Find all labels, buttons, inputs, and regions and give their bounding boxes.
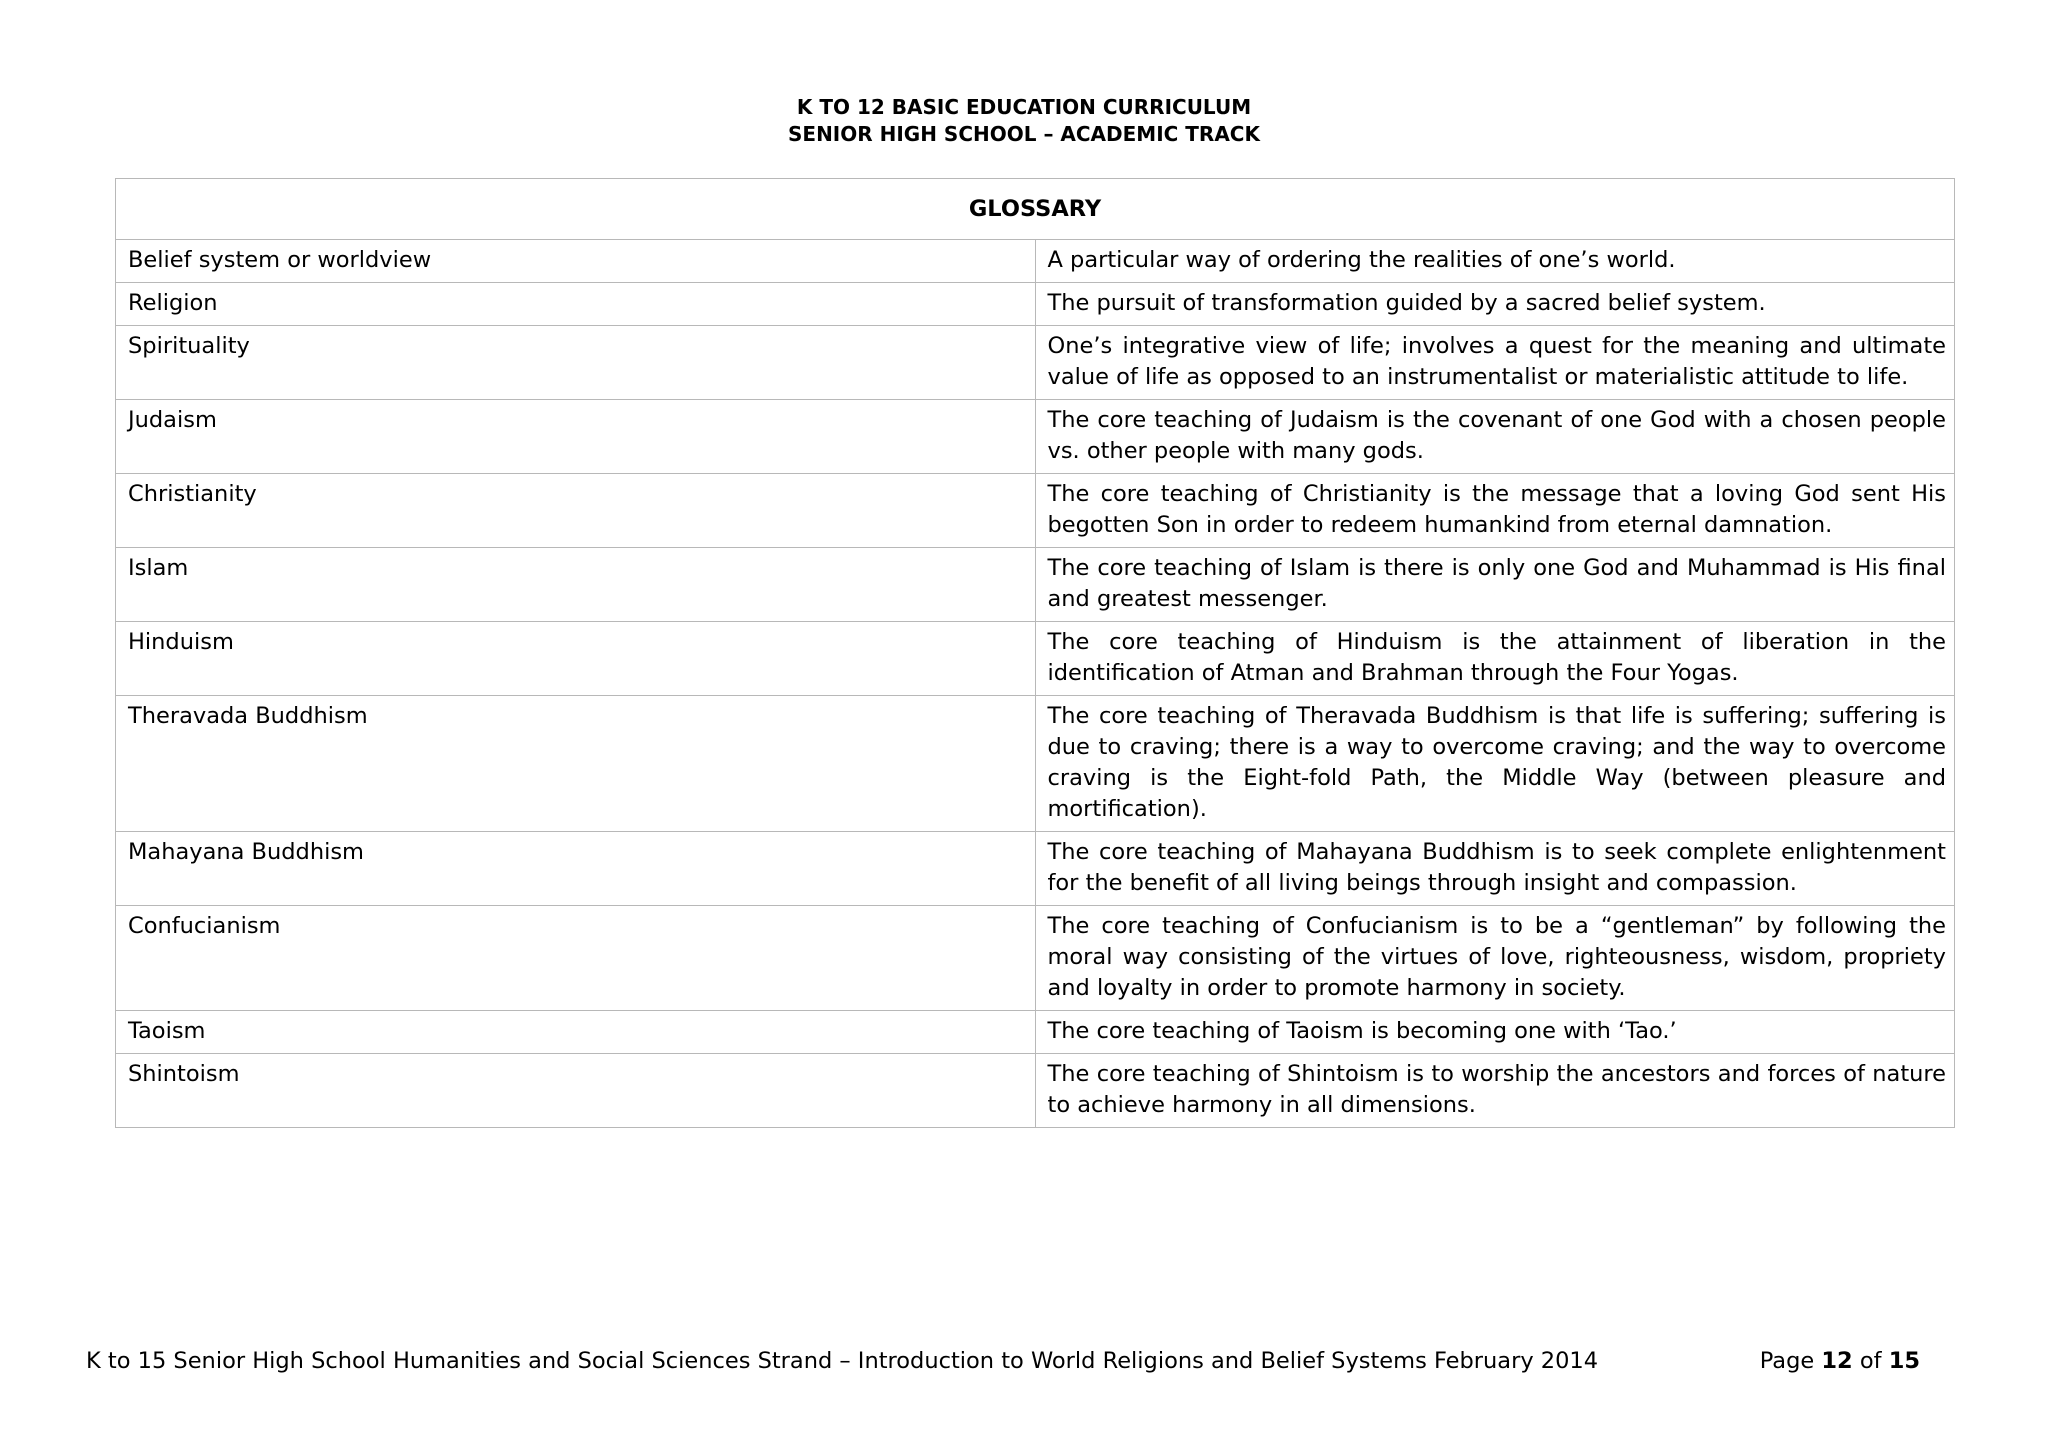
track-subtitle: SENIOR HIGH SCHOOL – ACADEMIC TRACK: [788, 122, 1260, 146]
page-of: of: [1859, 1348, 1882, 1374]
glossary-row: [116, 1011, 1955, 1054]
glossary-term: Judaism: [116, 400, 1036, 474]
page-number: [1760, 1346, 1920, 1376]
glossary-definition: The core teaching of Taoism is becoming one with ‘Tao.’: [1035, 1011, 1955, 1054]
page-current: 12: [1821, 1348, 1853, 1374]
curriculum-title: K TO 12 BASIC EDUCATION CURRICULUM: [796, 95, 1252, 119]
glossary-definition: A particular way of ordering the realities of one’s world.: [1035, 240, 1955, 283]
glossary-term: Hinduism: [116, 622, 1036, 696]
glossary-definition: The core teaching of Christianity is the message that a loving God sent His begotten Son in order to redeem humankind from eternal damnation.: [1035, 474, 1955, 548]
glossary-term: Islam: [116, 548, 1036, 622]
glossary-table: [115, 178, 1955, 1128]
glossary-definition: The core teaching of Confucianism is to be a “gentleman” by following the moral way consisting of the virtues of love, righteousness, wisdom, propriety and loyalty in order to promote harmony in society.: [1035, 906, 1955, 1011]
glossary-definition: The core teaching of Islam is there is only one God and Muhammad is His final and greatest messenger.: [1035, 548, 1955, 622]
glossary-term: Christianity: [116, 474, 1036, 548]
glossary-body: [116, 240, 1955, 1128]
glossary-term: Belief system or worldview: [116, 240, 1036, 283]
page-total: 15: [1888, 1348, 1920, 1374]
glossary-term: Taoism: [116, 1011, 1036, 1054]
glossary-row: [116, 474, 1955, 548]
glossary-term: Confucianism: [116, 906, 1036, 1011]
glossary-term: Mahayana Buddhism: [116, 832, 1036, 906]
document-header: [0, 94, 2048, 148]
glossary-definition: The core teaching of Shintoism is to worship the ancestors and forces of nature to achieve harmony in all dimensions.: [1035, 1054, 1955, 1128]
glossary-row: [116, 906, 1955, 1011]
glossary-definition: One’s integrative view of life; involves a quest for the meaning and ultimate value of life as opposed to an instrumentalist or materialistic attitude to life.: [1035, 326, 1955, 400]
glossary-row: [116, 240, 1955, 283]
glossary-row: [116, 400, 1955, 474]
glossary-row: [116, 548, 1955, 622]
glossary-row: [116, 283, 1955, 326]
glossary-definition: The core teaching of Theravada Buddhism is that life is suffering; suffering is due to craving; there is a way to overcome craving; and the way to overcome craving is the Eight-fold Path, the Middle Way (between pleasure and mortification).: [1035, 696, 1955, 832]
glossary-row: [116, 1054, 1955, 1128]
glossary-term: Religion: [116, 283, 1036, 326]
glossary-term: Spirituality: [116, 326, 1036, 400]
glossary-definition: The core teaching of Mahayana Buddhism is to seek complete enlightenment for the benefit of all living beings through insight and compassion.: [1035, 832, 1955, 906]
glossary-row: [116, 622, 1955, 696]
page-prefix: Page: [1759, 1348, 1815, 1374]
glossary-definition: The core teaching of Hinduism is the attainment of liberation in the identification of Atman and Brahman through the Four Yogas.: [1035, 622, 1955, 696]
glossary-row: [116, 832, 1955, 906]
glossary-term: Theravada Buddhism: [116, 696, 1036, 832]
glossary-title-row: [116, 179, 1955, 240]
glossary-definition: The core teaching of Judaism is the covenant of one God with a chosen people vs. other people with many gods.: [1035, 400, 1955, 474]
footer-text: K to 15 Senior High School Humanities and Social Sciences Strand – Introduction to World Religions and Belief Systems February 2014: [86, 1348, 1599, 1374]
glossary-title: GLOSSARY: [116, 179, 1955, 240]
glossary-row: [116, 326, 1955, 400]
glossary-term: Shintoism: [116, 1054, 1036, 1128]
glossary-row: [116, 696, 1955, 832]
glossary-definition: The pursuit of transformation guided by a sacred belief system.: [1035, 283, 1955, 326]
